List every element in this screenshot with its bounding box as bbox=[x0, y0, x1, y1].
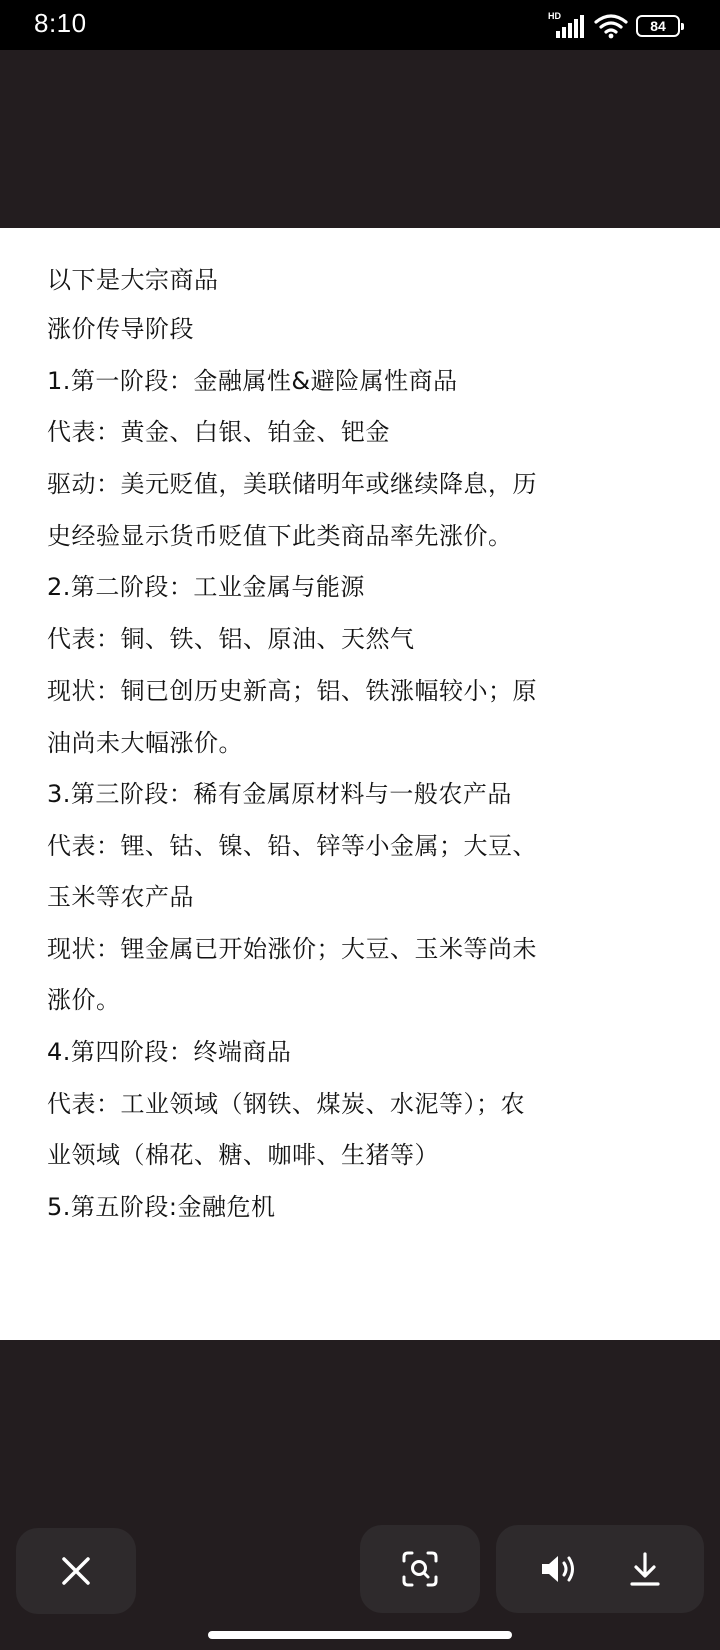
battery-icon bbox=[636, 15, 680, 37]
close-icon bbox=[60, 1555, 92, 1587]
doc-line: 以下是大宗商品 bbox=[47, 266, 219, 294]
status-time: 8:10 bbox=[34, 8, 87, 38]
download-icon bbox=[628, 1551, 662, 1587]
doc-line: 代表：锂、钴、镍、铅、锌等小金属；大豆、 bbox=[47, 832, 537, 860]
doc-line: 3.第三阶段：稀有金属原材料与一般农产品 bbox=[47, 780, 512, 808]
wifi-icon bbox=[594, 13, 628, 39]
volume-icon bbox=[539, 1552, 579, 1586]
doc-line: 玉米等农产品 bbox=[47, 883, 194, 911]
lens-search-button[interactable] bbox=[360, 1525, 480, 1613]
doc-line: 现状：锂金属已开始涨价；大豆、玉米等尚未 bbox=[47, 935, 537, 963]
battery-level: 84 bbox=[650, 18, 666, 34]
document-image[interactable] bbox=[0, 228, 720, 1340]
home-indicator[interactable] bbox=[208, 1631, 512, 1639]
close-button[interactable] bbox=[16, 1528, 136, 1614]
media-actions-group bbox=[496, 1525, 704, 1613]
doc-line: 代表：铜、铁、铝、原油、天然气 bbox=[47, 625, 415, 653]
doc-line: 业领域（棉花、糖、咖啡、生猪等） bbox=[47, 1141, 439, 1169]
lens-search-icon bbox=[401, 1550, 439, 1588]
doc-line: 涨价传导阶段 bbox=[47, 315, 194, 343]
doc-line: 现状：铜已创历史新高；铝、铁涨幅较小；原 bbox=[47, 677, 537, 705]
doc-line: 油尚未大幅涨价。 bbox=[47, 729, 243, 757]
doc-line: 5.第五阶段:金融危机 bbox=[47, 1193, 276, 1221]
status-icons bbox=[550, 12, 680, 40]
doc-line: 史经验显示货币贬值下此类商品率先涨价。 bbox=[47, 522, 513, 550]
doc-line: 4.第四阶段：终端商品 bbox=[47, 1038, 292, 1066]
network-label: HD bbox=[548, 11, 561, 21]
doc-line: 代表：黄金、白银、铂金、钯金 bbox=[47, 418, 390, 446]
doc-line: 代表：工业领域（钢铁、煤炭、水泥等）；农 bbox=[47, 1090, 525, 1118]
volume-button[interactable] bbox=[539, 1552, 579, 1586]
download-button[interactable] bbox=[628, 1551, 662, 1587]
doc-line: 涨价。 bbox=[47, 986, 121, 1014]
doc-line: 驱动：美元贬值，美联储明年或继续降息，历 bbox=[47, 470, 537, 498]
doc-line: 1.第一阶段：金融属性&避险属性商品 bbox=[47, 367, 458, 395]
doc-line: 2.第二阶段：工业金属与能源 bbox=[47, 573, 365, 601]
signal-icon bbox=[550, 13, 586, 39]
status-bar bbox=[0, 0, 720, 50]
